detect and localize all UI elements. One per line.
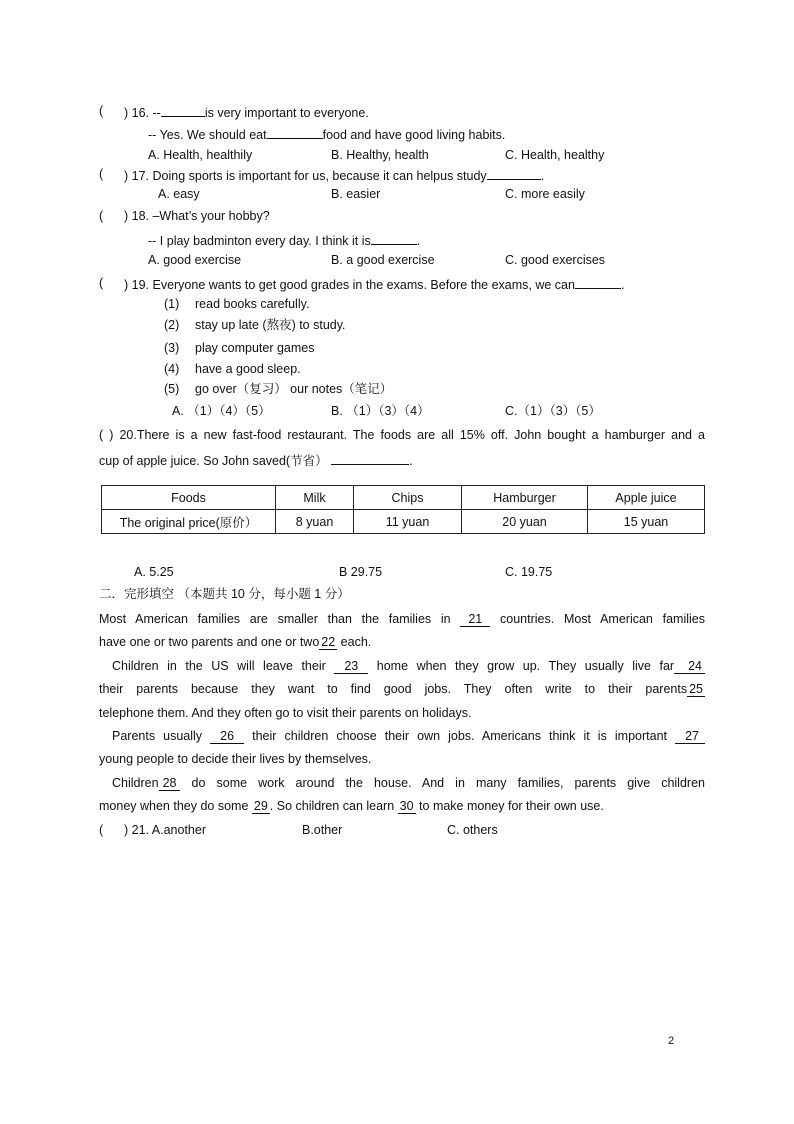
table-header-cell: Apple juice <box>588 486 705 510</box>
q16-option-c[interactable]: C. Health, healthy <box>505 148 605 162</box>
passage-line: young people to decide their lives by themselves. <box>99 752 372 766</box>
passage-line: money when they do some 29 . So children can learn 30 to make money for their own use. <box>99 799 604 813</box>
q17-stem: ) 17. Doing sports is important for us, because it can helpus study . <box>124 166 544 184</box>
q19-item-num: (4) <box>164 362 180 376</box>
blank-number[interactable]: 26 <box>210 729 244 744</box>
answer-blank[interactable] <box>575 275 621 289</box>
q17-option-b[interactable]: B. easier <box>331 187 381 201</box>
q19-item-text: stay up late (熬夜) to study. <box>195 318 346 332</box>
q18-stem: ) 18. –What’s your hobby? <box>124 209 270 223</box>
q16-option-b[interactable]: B. Healthy, health <box>331 148 429 162</box>
q20-line1: ( ) 20.There is a new fast-food restaurant. The foods are all 15% off. John bought a hamburger and a <box>99 428 705 442</box>
q16-option-a[interactable]: A. Health, healthily <box>148 148 253 162</box>
answer-blank[interactable] <box>487 166 541 180</box>
q19-item-text: have a good sleep. <box>195 362 301 376</box>
q18-option-a[interactable]: A. good exercise <box>148 253 242 267</box>
answer-blank[interactable] <box>371 231 417 245</box>
answer-blank[interactable] <box>161 103 205 117</box>
table-header-row <box>102 486 705 510</box>
table-cell: 11 yuan <box>354 510 462 534</box>
table-header-cell: Milk <box>276 486 354 510</box>
q17-paren: ( <box>99 167 104 181</box>
blank-number[interactable]: 28 <box>159 776 181 791</box>
q19-paren: ( <box>99 276 104 290</box>
blank-number[interactable]: 22 <box>321 635 336 649</box>
passage-line: telephone them. And they often go to visit their parents on holidays. <box>99 706 472 720</box>
q19-item-num: (3) <box>164 341 180 355</box>
q19-item-text: play computer games <box>195 341 315 355</box>
table-cell: 15 yuan <box>588 510 705 534</box>
blank-number[interactable]: 27 <box>675 729 705 744</box>
passage-line: Children in the US will leave their 23 home when they grow up. They usually live far 24 <box>112 658 705 674</box>
table-cell: 8 yuan <box>276 510 354 534</box>
q19-item-text: read books carefully. <box>195 297 310 311</box>
answer-blank[interactable] <box>331 451 409 465</box>
passage-line: have one or two parents and one or two 22 each. <box>99 635 372 649</box>
q17-option-c[interactable]: C. more easily <box>505 187 585 201</box>
q21-option-a[interactable]: ) 21. A.another <box>124 823 207 837</box>
price-table <box>101 485 705 534</box>
table-cell: 20 yuan <box>462 510 588 534</box>
q19-item-num: (5) <box>164 382 180 396</box>
q21-option-b[interactable]: B.other <box>302 823 343 837</box>
table-header-cell: Chips <box>354 486 462 510</box>
q16-stem: ) 16. -- is very important to everyone. <box>124 103 369 121</box>
passage-line: their parents because they want to find good jobs. They often write to their parents 25 <box>99 682 703 696</box>
q19-item-num: (2) <box>164 318 180 332</box>
q21-paren: ( <box>99 823 104 837</box>
blank-number[interactable]: 21 <box>460 612 490 627</box>
blank-number[interactable]: 30 <box>399 799 414 813</box>
q18-option-c[interactable]: C. good exercises <box>505 253 606 267</box>
q19-item-num: (1) <box>164 297 180 311</box>
q19-option-a[interactable]: A. （1）（4）（5） <box>172 404 271 418</box>
blank-number[interactable]: 29 <box>253 799 268 813</box>
q18-line2: -- I play badminton every day. I think it is . <box>148 231 420 249</box>
section-heading: 二．完形填空 （本题共 10 分，每小题 1 分） <box>99 587 350 601</box>
q18-paren: ( <box>99 209 104 223</box>
blank-number[interactable]: 23 <box>334 659 368 674</box>
q18-option-b[interactable]: B. a good exercise <box>331 253 435 267</box>
q19-option-c[interactable]: C.（1）（3）（5） <box>505 404 601 418</box>
q19-stem: ) 19. Everyone wants to get good grades in the exams. Before the exams, we can . <box>124 275 624 293</box>
q20-option-a[interactable]: A. 5.25 <box>134 565 174 579</box>
blank-number[interactable]: 25 <box>689 682 703 696</box>
page-number: 2 <box>668 1035 675 1047</box>
q16-line2: -- Yes. We should eat food and have good living habits. <box>148 125 505 143</box>
passage-line: Children 28 do some work around the house. And in many families, parents give children <box>112 776 705 790</box>
q19-option-b[interactable]: B. （1）（3）（4） <box>331 404 430 418</box>
answer-blank[interactable] <box>267 125 323 139</box>
table-header-cell: Foods <box>102 486 276 510</box>
passage-line: Most American families are smaller than the families in 21 countries. Most American families <box>99 612 705 626</box>
q20-option-c[interactable]: C. 19.75 <box>505 565 553 579</box>
blank-number[interactable]: 24 <box>674 659 705 674</box>
passage-line: Parents usually 26 their children choose their own jobs. Americans think it is important 27 <box>112 728 705 744</box>
q21-option-c[interactable]: C. others <box>447 823 498 837</box>
q19-item-text: go over（复习） our notes（笔记） <box>195 382 393 396</box>
table-header-cell: Hamburger <box>462 486 588 510</box>
q17-option-a[interactable]: A. easy <box>158 187 200 201</box>
q20-option-b[interactable]: B 29.75 <box>339 565 383 579</box>
q16-paren: ( <box>99 104 104 118</box>
q20-line2: cup of apple juice. So John saved(节省） . <box>99 451 413 469</box>
table-cell: The original price(原价） <box>102 510 276 534</box>
table-row <box>102 510 705 534</box>
